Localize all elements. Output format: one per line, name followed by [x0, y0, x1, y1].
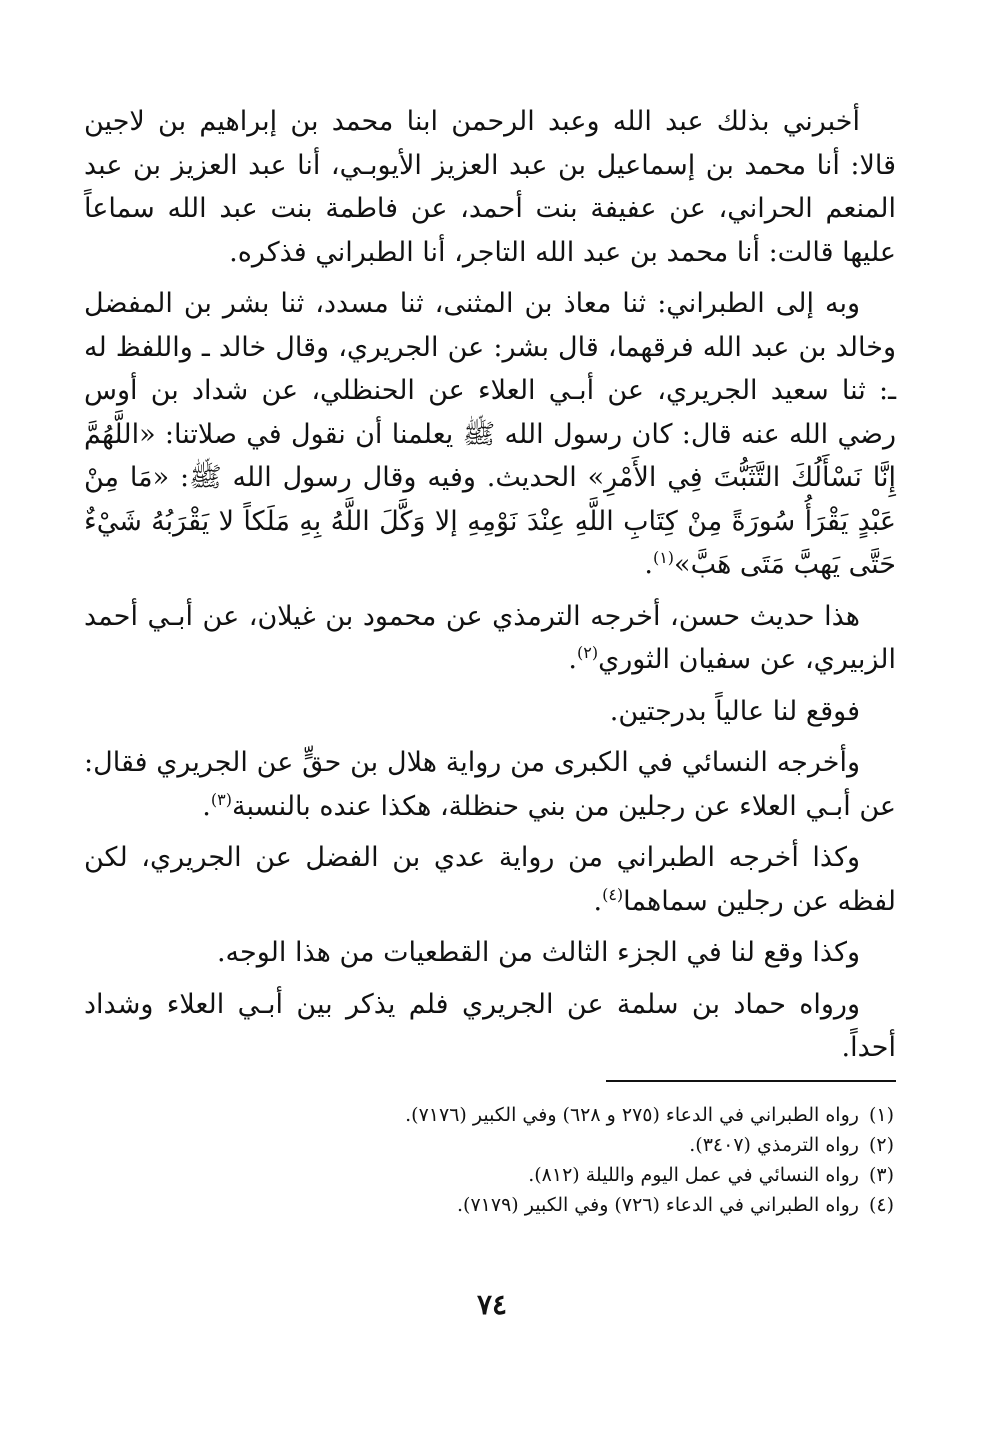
- footnote-3: [94, 1160, 894, 1190]
- paragraph-7: [84, 931, 896, 975]
- footnote-4-number: (٤): [868, 1194, 894, 1216]
- footnote-1-number: (١): [868, 1104, 894, 1126]
- footnote-3-number: (٣): [868, 1164, 894, 1186]
- paragraph-1: [84, 100, 896, 274]
- footnote-4-text: رواه الطبراني في الدعاء (٧٢٦) وفي الكبير (٧١٧٩).: [457, 1194, 859, 1216]
- paragraph-3-text: هذا حديث حسن، أخرجه الترمذي عن محمود بن غيلان، عن أبـي أحمد الزبيري، عن سفيان الثوري: [84, 600, 896, 675]
- paragraph-2-end: .: [644, 549, 653, 580]
- footnote-2-number: (٢): [868, 1134, 894, 1156]
- footnote-4: [94, 1190, 894, 1220]
- main-text: [84, 100, 896, 1078]
- paragraph-4-text: فوقع لنا عالياً بدرجتين.: [609, 695, 860, 727]
- paragraph-6: [84, 836, 896, 923]
- paragraph-3-end: .: [568, 644, 577, 675]
- footnotes: [94, 1100, 894, 1220]
- paragraph-5-text: وأخرجه النسائي في الكبرى من رواية هلال بن حقٍّ عن الجريري فقال: عن أبـي العلاء عن رجلين من بني حنظلة، هكذا عنده بالنسبة: [84, 747, 896, 822]
- footnote-ref-1: (١): [652, 548, 675, 567]
- footnote-ref-3: (٣): [210, 789, 232, 809]
- paragraph-5: [84, 741, 896, 828]
- footnote-2-text: رواه الترمذي (٣٤٠٧).: [689, 1134, 859, 1156]
- footnote-3-text: رواه النسائي في عمل اليوم والليلة (٨١٢).: [528, 1164, 859, 1186]
- paragraph-5-end: .: [202, 790, 211, 822]
- paragraph-4: [84, 690, 896, 734]
- footnote-ref-2: (٢): [576, 643, 599, 662]
- paragraph-7-text: وكذا وقع لنا في الجزء الثالث من القطعيات من هذا الوجه.: [216, 937, 860, 968]
- paragraph-3: [84, 595, 896, 682]
- footnote-divider: [606, 1080, 896, 1082]
- paragraph-1-text: أخبرني بذلك عبد الله وعبد الرحمن ابنا محمد بن إبراهيم بن لاجين قالا: أنا محمد بن إسماعيل بن عبد العزيز الأيوبـي، أنا عبد العزيز بن عبد المنعم الحراني، عن عفيفة بنت أحمد، عن فاطمة بنت عبد الله سماعاً عليها قالت: أنا محمد بن عبد الله التاجر، أنا الطبراني فذكره.: [84, 106, 896, 268]
- paragraph-6-end: .: [593, 885, 603, 917]
- footnote-ref-4: (٤): [602, 884, 624, 904]
- paragraph-2-text: وبه إلى الطبراني: ثنا معاذ بن المثنى، ثنا مسدد، ثنا بشر بن المفضل وخالد بن عبد الله فرقهما، قال بشر: عن الجريري، وقال خالد ـ واللفظ له ـ: ثنا سعيد الجريري، عن أبـي العلاء عن الحنظلي، عن شداد بن أوس رضي الله عنه قال: كان رسول الله ﷺ يعلمنا أن نقول في صلاتنا: «اللَّهُمَّ إِنَّا نَسْأَلُكَ التَّثَبُّتَ فِي الأَمْرِ» الحديث. وفيه وقال رسول الله ﷺ: «مَا مِنْ عَبْدٍ يَقْرَأُ سُورَةً مِنْ كِتَابِ اللَّهِ عِنْدَ نَوْمِهِ إلا وَكَّلَ اللَّهُ بِهِ مَلَكاً لا يَقْرَبُهُ شَيْءٌ حَتَّى يَهبَّ مَتَى هَبَّ»: [84, 288, 896, 580]
- paragraph-2: [84, 282, 896, 587]
- footnote-1-text: رواه الطبراني في الدعاء (٢٧٥ و ٦٢٨) وفي الكبير (٧١٧٦).: [405, 1104, 859, 1126]
- paragraph-6-text: وكذا أخرجه الطبراني من رواية عدي بن الفضل عن الجريري، لكن لفظه عن رجلين سماهما: [84, 842, 896, 917]
- paragraph-8-text: ورواه حماد بن سلمة عن الجريري فلم يذكر بين أبـي العلاء وشداد أحداً.: [84, 988, 896, 1063]
- footnote-1: [94, 1100, 894, 1130]
- page-number: ٧٤: [476, 1288, 508, 1321]
- footnote-2: [94, 1130, 894, 1160]
- paragraph-8: [84, 983, 896, 1070]
